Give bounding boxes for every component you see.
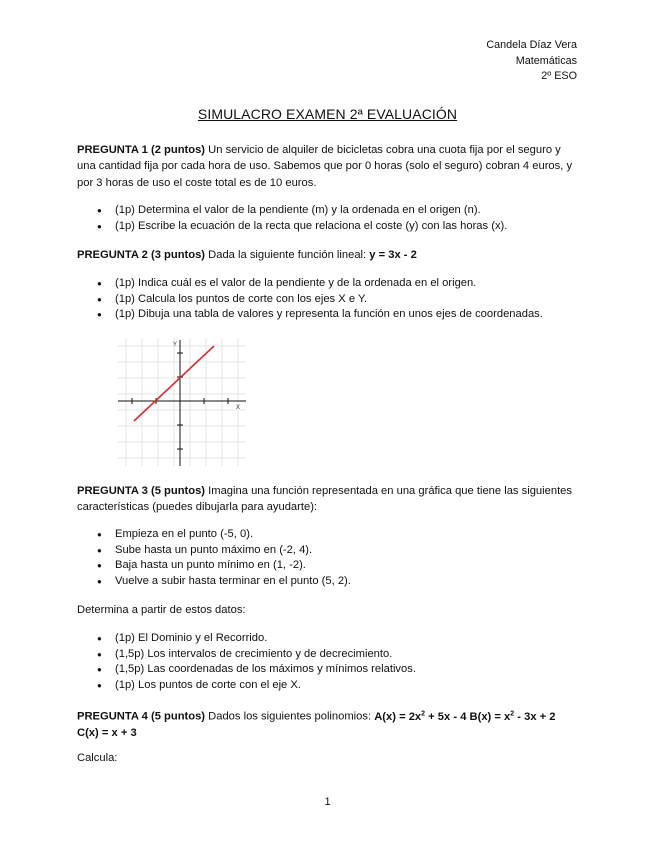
question-2-text: Dada la siguiente función lineal:: [205, 249, 370, 261]
list-item: ● Vuelve a subir hasta terminar en el punto (5, 2).: [77, 574, 351, 590]
question-2-label: PREGUNTA 2 (3 puntos): [77, 249, 206, 261]
list-item: ● (1p) Determina el valor de la pendiente (m) y la ordenada en el origen (n).: [77, 203, 507, 219]
list-item: ● (1p) Escribe la ecuación de la recta que relaciona el coste (y) con las horas (x).: [77, 219, 507, 235]
list-item: ● (1p) Dibuja una tabla de valores y representa la función en unos ejes de coordenadas.: [77, 307, 543, 323]
question-3-label: PREGUNTA 3 (5 puntos): [77, 485, 206, 497]
polynomial-c: C(x) = x + 3: [77, 727, 137, 740]
author-name: Candela Díaz Vera: [486, 39, 577, 51]
page-number: 1: [324, 796, 331, 808]
list-item: ● Sube hasta un punto máximo en (-2, 4).: [77, 543, 351, 559]
question-3-text: Imagina una función representada en una gráfica que tiene las siguientes características (puedes dibujarla para ayudarte):: [77, 485, 573, 514]
question-3-prompt: Determina a partir de estos datos:: [77, 604, 246, 616]
question-1: [77, 142, 580, 191]
list-item: ● (1p) Los puntos de corte con el eje X.: [77, 678, 416, 694]
list-item: ● Empieza en el punto (-5, 0).: [77, 527, 351, 543]
question-4-label: PREGUNTA 4 (5 puntos): [77, 710, 206, 723]
question-3-items: [77, 527, 351, 589]
course-name: 2º ESO: [541, 70, 577, 82]
question-1-text: Un servicio de alquiler de bicicletas cobra una cuota fija por el seguro y una cantidad fija por cada hora de uso. Sabemos que por 0 horas (solo el seguro) cobran 4 euros, y por 3 horas de uso el coste total es de 10 euros.: [77, 144, 573, 189]
page-title: SIMULACRO EXAMEN 2ª EVALUACIÓN: [197, 106, 458, 122]
graph-grid: [118, 338, 246, 466]
y-axis-label: Y: [173, 342, 178, 348]
question-1-items: [77, 203, 507, 234]
list-item: ● (1,5p) Las coordenadas de los máximos y mínimos relativos.: [77, 662, 416, 678]
list-item: ● (1p) El Dominio y el Recorrido.: [77, 631, 416, 647]
polynomial-b: $B(x) = x^2 - 3x + 2$: [466, 710, 556, 723]
question-2-function: y = 3x - 2: [369, 249, 417, 261]
x-axis-label: X: [236, 405, 241, 411]
list-item: ● (1,5p) Los intervalos de crecimiento y de decrecimiento.: [77, 647, 416, 663]
author-header: [486, 38, 577, 85]
question-1-label: PREGUNTA 1 (2 puntos): [77, 144, 206, 156]
question-4-text: Dados los siguientes polinomios:: [205, 710, 375, 723]
list-item: ● Baja hasta un punto mínimo en (1, -2).: [77, 558, 351, 574]
list-item: ● (1p) Indica cuál es el valor de la pendiente y de la ordenada en el origen.: [77, 276, 543, 292]
question-3: [77, 483, 580, 516]
list-item: ● (1p) Calcula los puntos de corte con los ejes X e Y.: [77, 292, 543, 308]
linear-function-graph: [118, 338, 246, 466]
polynomial-a: $A(x) = 2x^2 + 5x - 4$: [374, 710, 467, 723]
question-2-items: [77, 276, 543, 323]
question-2: [77, 247, 580, 263]
question-4: [77, 706, 580, 742]
question-3-tasks: [77, 631, 416, 693]
calcula-label: Calcula:: [77, 752, 118, 764]
subject-name: Matemáticas: [515, 54, 577, 67]
